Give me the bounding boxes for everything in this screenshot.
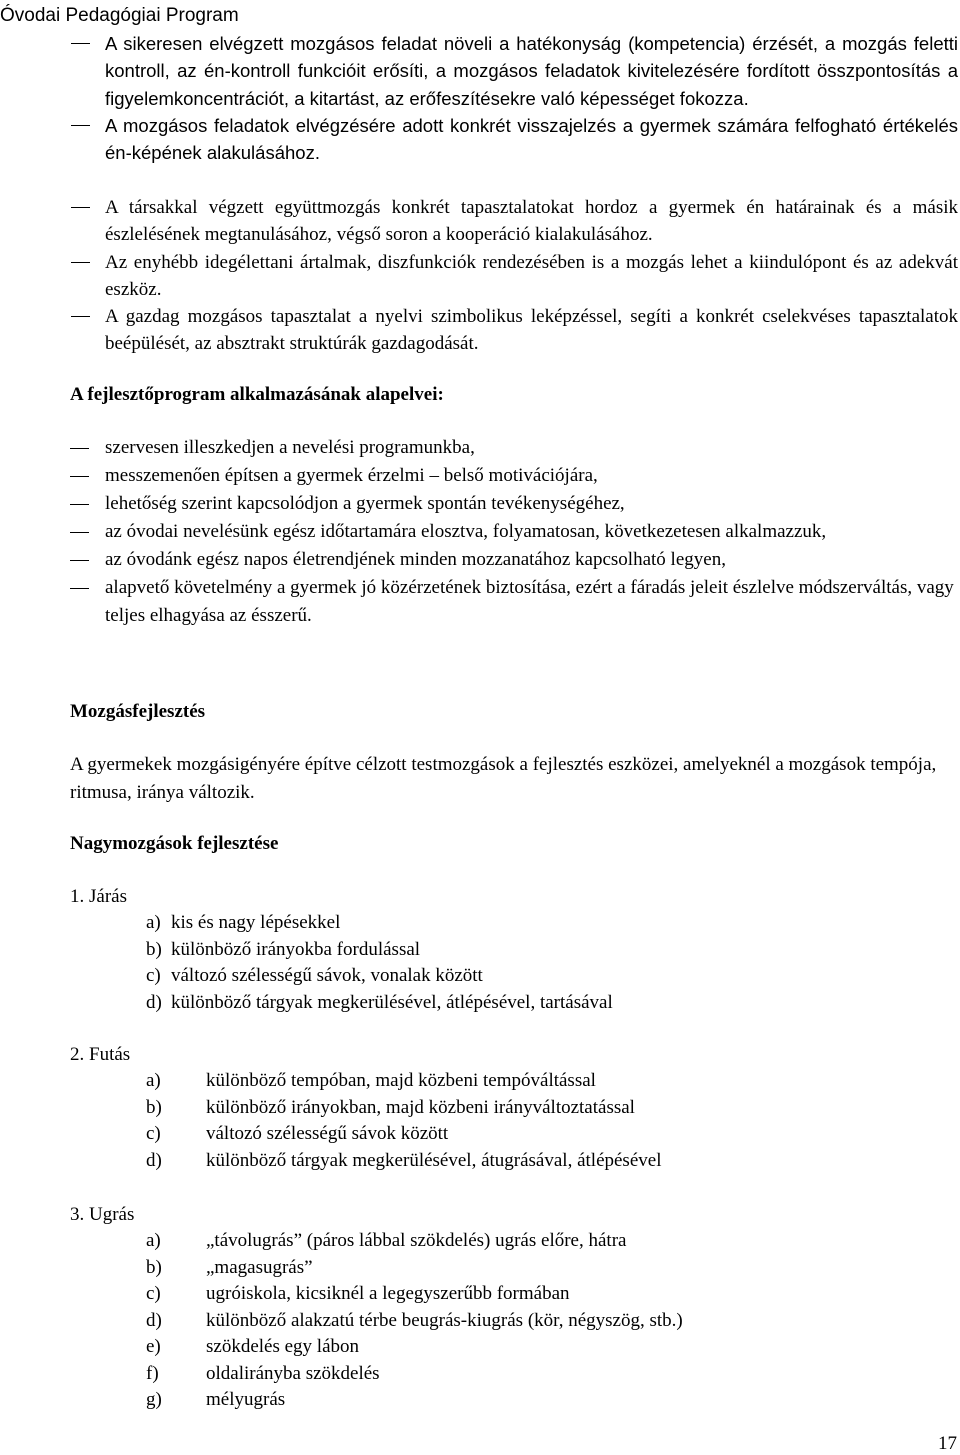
dash-bullet-icon — [71, 262, 90, 263]
list-item-text: szervesen illeszkedjen a nevelési programunkba, — [105, 437, 475, 458]
dash-bullet-icon — [70, 588, 89, 589]
intro-list-continued — [0, 194, 960, 358]
group-title-ugras: 3. Ugrás — [70, 1204, 135, 1225]
item-text: különböző tárgyak megkerülésével, átlépésével, tartásával — [171, 991, 613, 1013]
group-title-jaras: 1. Járás — [70, 886, 127, 907]
item-text: különböző irányokban, majd közbeni irányváltoztatással — [206, 1096, 635, 1118]
item-letter: a) — [146, 912, 161, 933]
item-text: különböző tempóban, majd közbeni tempóváltással — [206, 1070, 596, 1091]
list-item-text: A társakkal végzett együttmozgás konkrét tapasztalatokat hordoz a gyermek én határainak és a másik észlelésének megtanulásához, végső soron a kooperáció kialakulásához. — [105, 197, 958, 246]
dash-bullet-icon — [70, 532, 89, 533]
item-letter: b) — [146, 938, 162, 960]
item-letter: e) — [146, 1336, 161, 1357]
mozgasfejlesztes-paragraph: A gyermekek mozgásigényére építve célzott testmozgások a fejlesztés eszközei, amelyeknél a mozgások tempója, ritmusa, iránya változik. — [70, 754, 937, 803]
list-item-text: Az enyhébb idegélettani ártalmak, diszfunkciók rendezésében is a mozgás lehet a kiindulópont és az adekvát eszköz. — [105, 251, 958, 300]
mozgasfejlesztes-heading: Mozgásfejlesztés — [70, 701, 206, 722]
item-text: oldalirányba szökdelés — [206, 1362, 380, 1384]
dash-bullet-icon — [70, 504, 89, 505]
list-item-text: A gazdag mozgásos tapasztalat a nyelvi szimbolikus leképzéssel, segíti a konkrét cselekvéses tapasztalatok beépülését, az absztrakt struktúrák gazdagodását. — [105, 306, 958, 355]
list-item — [0, 112, 960, 167]
intro-list — [0, 30, 960, 166]
item-letter: d) — [146, 1309, 162, 1331]
list-item-text: lehetőség szerint kapcsolódjon a gyermek spontán tevékenységéhez, — [105, 493, 625, 514]
item-text: ugróiskola, kicsiknél a legegyszerűbb formában — [206, 1283, 570, 1304]
dash-bullet-icon — [71, 316, 90, 317]
list-item — [0, 434, 960, 462]
item-text: különböző alakzatú térbe beugrás-kiugrás (kör, négyszög, stb.) — [206, 1309, 683, 1331]
item-text: változó szélességű sávok között — [206, 1123, 449, 1144]
item-letter: c) — [146, 1123, 161, 1144]
list-item-text: A sikeresen elvégzett mozgásos feladat növeli a hatékonyság (kompetencia) érzését, a mozgás feletti kontroll, az én-kontroll funkcióit erősíti, a mozgásos feladatok kivitelezésére fordított összpontosítás a figyelemkoncentrációt, a kitartást, az erőfeszítésekre való képességet fokozza. — [105, 33, 958, 109]
item-text: mélyugrás — [206, 1389, 286, 1410]
item-text: kis és nagy lépésekkel — [171, 912, 341, 933]
dash-bullet-icon — [71, 125, 90, 126]
item-text: „magasugrás” — [206, 1256, 313, 1278]
item-letter: d) — [146, 1149, 162, 1171]
list-item-text: az óvodai nevelésünk egész időtartamára elosztva, folyamatosan, következetesen alkalmazzuk, — [105, 521, 827, 542]
principles-heading: A fejlesztőprogram alkalmazásának alapelvei: — [70, 384, 444, 405]
dash-bullet-icon — [70, 448, 89, 449]
list-item — [0, 462, 960, 490]
list-item — [0, 194, 960, 249]
dash-bullet-icon — [70, 476, 89, 477]
item-text: különböző tárgyak megkerülésével, átugrásával, átlépésével — [206, 1149, 662, 1171]
item-letter: a) — [146, 1230, 161, 1251]
list-item — [0, 546, 960, 574]
list-item — [0, 249, 960, 304]
item-text: „távolugrás” (páros lábbal szökdelés) ugrás előre, hátra — [206, 1230, 627, 1251]
list-item — [0, 303, 960, 358]
item-letter: f) — [146, 1362, 159, 1384]
item-text: változó szélességű sávok, vonalak között — [171, 965, 483, 986]
item-letter: b) — [146, 1256, 162, 1278]
item-letter: g) — [146, 1389, 162, 1410]
dash-bullet-icon — [70, 560, 89, 561]
item-letter: a) — [146, 1070, 161, 1091]
dash-bullet-icon — [71, 43, 90, 44]
dash-bullet-icon — [71, 207, 90, 208]
group-title-futas: 2. Futás — [70, 1044, 131, 1065]
item-letter: b) — [146, 1096, 162, 1118]
list-item — [0, 574, 960, 630]
item-text: szökdelés egy lábon — [206, 1336, 360, 1357]
list-item-text: alapvető követelmény a gyermek jó közérzetének biztosítása, ezért a fáradás jeleit észlelve módszerváltás, vagy teljes elhagyása az ésszerű. — [105, 577, 954, 626]
list-item — [0, 490, 960, 518]
list-item-text: A mozgásos feladatok elvégzésére adott konkrét visszajelzés a gyermek számára felfogható értékelés én-képének alakulásához. — [105, 114, 958, 164]
principles-list — [0, 434, 960, 630]
list-item — [0, 518, 960, 546]
item-letter: d) — [146, 991, 162, 1013]
list-item-text: az óvodánk egész napos életrendjének minden mozzanatához kapcsolható legyen, — [105, 549, 726, 570]
item-letter: c) — [146, 1283, 161, 1304]
list-item-text: messzemenően építsen a gyermek érzelmi – belső motivációjára, — [105, 465, 598, 486]
nagymozgasok-heading: Nagymozgások fejlesztése — [70, 833, 279, 854]
item-letter: c) — [146, 965, 161, 986]
list-item — [0, 30, 960, 112]
page-number: 17 — [938, 1433, 957, 1454]
page-header: Óvodai Pedagógiai Program — [0, 5, 239, 26]
item-text: különböző irányokba fordulással — [171, 938, 421, 960]
